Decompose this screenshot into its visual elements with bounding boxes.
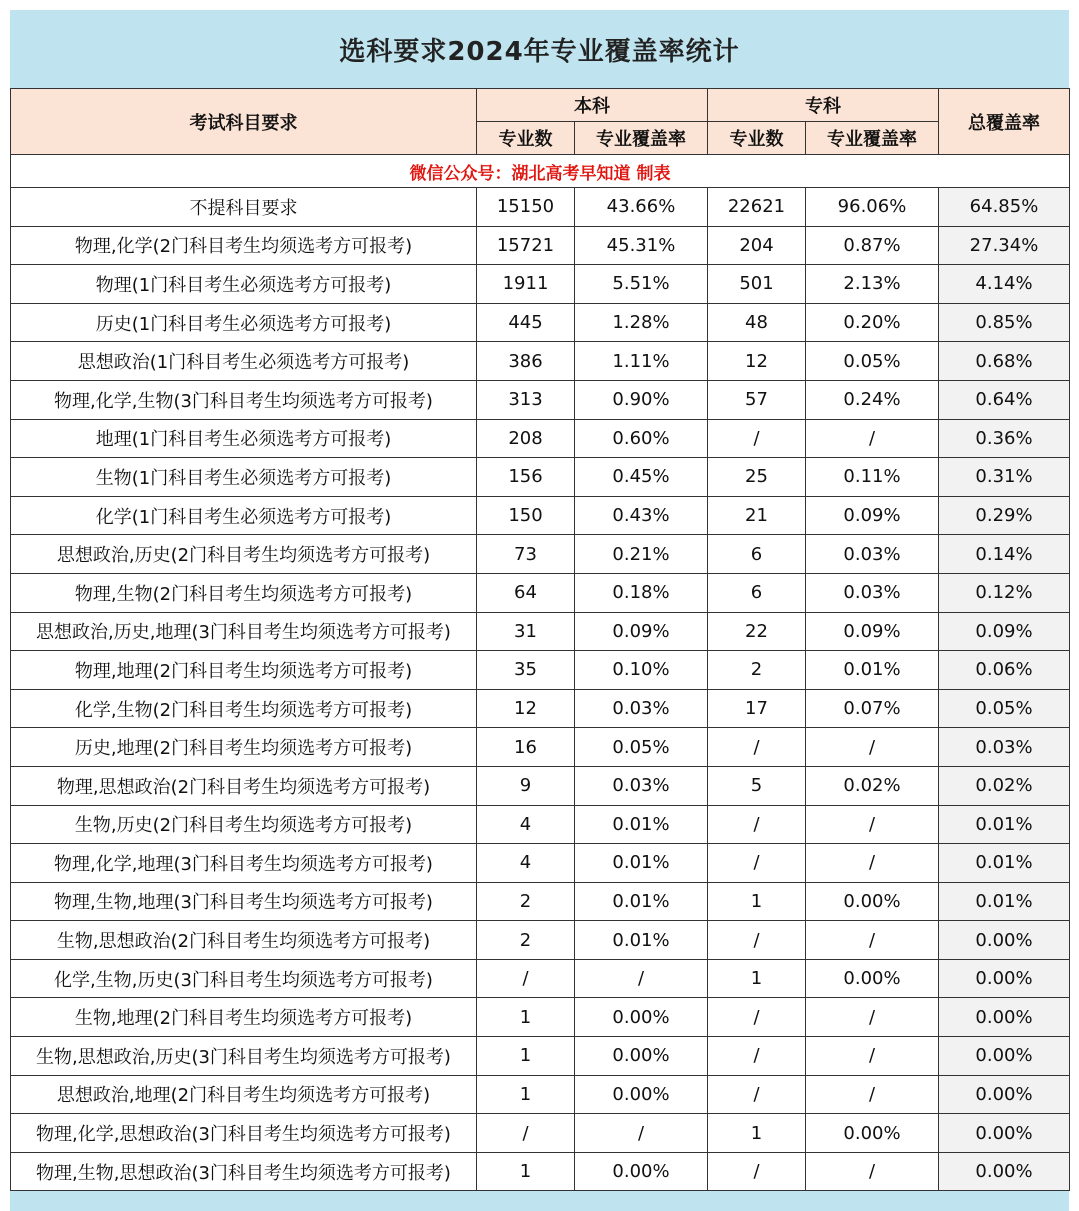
cell-undergrad-count: 150 — [477, 496, 575, 535]
cell-undergrad-count: 31 — [477, 612, 575, 651]
cell-undergrad-rate: 0.01% — [575, 805, 708, 844]
table-row — [11, 419, 1070, 458]
table-row — [11, 728, 1070, 767]
cell-requirement: 物理,思想政治(2门科目考生均须选考方可报考) — [11, 766, 477, 805]
cell-total-rate: 0.68% — [939, 342, 1070, 381]
cell-total-rate: 0.00% — [939, 1114, 1070, 1153]
cell-undergrad-rate: 0.00% — [575, 1075, 708, 1114]
cell-requirement: 化学,生物,历史(3门科目考生均须选考方可报考) — [11, 959, 477, 998]
table-body — [11, 188, 1070, 1191]
coverage-table — [10, 88, 1070, 1191]
cell-undergrad-count: 2 — [477, 921, 575, 960]
cell-undergrad-rate: 0.21% — [575, 535, 708, 574]
cell-vocational-rate: / — [806, 805, 939, 844]
cell-vocational-rate: 2.13% — [806, 265, 939, 304]
cell-undergrad-count: 1 — [477, 1075, 575, 1114]
cell-undergrad-rate: 0.00% — [575, 998, 708, 1037]
cell-vocational-rate: / — [806, 1152, 939, 1191]
cell-undergrad-rate: 0.60% — [575, 419, 708, 458]
cell-undergrad-count: 35 — [477, 651, 575, 690]
cell-vocational-count: 5 — [708, 766, 806, 805]
cell-undergrad-rate: 0.18% — [575, 573, 708, 612]
table-row — [11, 651, 1070, 690]
cell-requirement: 物理,化学,地理(3门科目考生均须选考方可报考) — [11, 844, 477, 883]
table-row — [11, 303, 1070, 342]
cell-total-rate: 4.14% — [939, 265, 1070, 304]
cell-vocational-rate: 0.00% — [806, 882, 939, 921]
cell-vocational-count: / — [708, 1075, 806, 1114]
cell-undergrad-rate: 0.45% — [575, 458, 708, 497]
cell-vocational-rate: 0.01% — [806, 651, 939, 690]
cell-vocational-count: / — [708, 921, 806, 960]
table-row — [11, 766, 1070, 805]
cell-total-rate: 0.00% — [939, 998, 1070, 1037]
cell-undergrad-count: 208 — [477, 419, 575, 458]
cell-vocational-rate: 0.24% — [806, 380, 939, 419]
cell-undergrad-count: 1 — [477, 1037, 575, 1076]
cell-total-rate: 0.29% — [939, 496, 1070, 535]
header-vc-count: 专业数 — [708, 122, 806, 155]
header-ug-rate: 专业覆盖率 — [575, 122, 708, 155]
table-row — [11, 458, 1070, 497]
cell-undergrad-rate: / — [575, 959, 708, 998]
bottom-band — [10, 1193, 1069, 1211]
table-frame — [10, 10, 1069, 1211]
cell-total-rate: 0.02% — [939, 766, 1070, 805]
cell-undergrad-rate: 43.66% — [575, 188, 708, 227]
cell-total-rate: 0.14% — [939, 535, 1070, 574]
cell-requirement: 物理,生物,地理(3门科目考生均须选考方可报考) — [11, 882, 477, 921]
cell-vocational-count: 2 — [708, 651, 806, 690]
cell-vocational-count: 12 — [708, 342, 806, 381]
table-row — [11, 689, 1070, 728]
cell-vocational-rate: / — [806, 1075, 939, 1114]
header-ug-count: 专业数 — [477, 122, 575, 155]
cell-total-rate: 0.31% — [939, 458, 1070, 497]
cell-vocational-count: 1 — [708, 882, 806, 921]
cell-undergrad-rate: 1.11% — [575, 342, 708, 381]
cell-vocational-count: 25 — [708, 458, 806, 497]
header-undergrad: 本科 — [477, 89, 708, 122]
cell-total-rate: 0.36% — [939, 419, 1070, 458]
cell-requirement: 不提科目要求 — [11, 188, 477, 227]
cell-vocational-count: 22621 — [708, 188, 806, 227]
cell-undergrad-rate: 0.10% — [575, 651, 708, 690]
cell-vocational-count: / — [708, 1152, 806, 1191]
cell-requirement: 生物,思想政治,历史(3门科目考生均须选考方可报考) — [11, 1037, 477, 1076]
table-row — [11, 342, 1070, 381]
cell-vocational-rate: 0.09% — [806, 496, 939, 535]
cell-requirement: 生物,历史(2门科目考生均须选考方可报考) — [11, 805, 477, 844]
cell-total-rate: 0.03% — [939, 728, 1070, 767]
cell-undergrad-count: 1 — [477, 1152, 575, 1191]
cell-vocational-rate: 96.06% — [806, 188, 939, 227]
cell-total-rate: 0.09% — [939, 612, 1070, 651]
cell-total-rate: 0.00% — [939, 1075, 1070, 1114]
cell-total-rate: 0.00% — [939, 959, 1070, 998]
cell-vocational-rate: 0.03% — [806, 573, 939, 612]
cell-undergrad-count: 12 — [477, 689, 575, 728]
table-row — [11, 380, 1070, 419]
cell-vocational-rate: 0.02% — [806, 766, 939, 805]
cell-total-rate: 0.64% — [939, 380, 1070, 419]
cell-total-rate: 0.00% — [939, 1037, 1070, 1076]
cell-undergrad-rate: 0.43% — [575, 496, 708, 535]
cell-total-rate: 0.00% — [939, 921, 1070, 960]
table-row — [11, 265, 1070, 304]
cell-vocational-count: / — [708, 844, 806, 883]
cell-vocational-count: 21 — [708, 496, 806, 535]
cell-total-rate: 0.85% — [939, 303, 1070, 342]
table-row — [11, 612, 1070, 651]
cell-requirement: 历史,地理(2门科目考生均须选考方可报考) — [11, 728, 477, 767]
cell-total-rate: 27.34% — [939, 226, 1070, 265]
cell-requirement: 历史(1门科目考生必须选考方可报考) — [11, 303, 477, 342]
cell-undergrad-rate: 0.05% — [575, 728, 708, 767]
table-row — [11, 921, 1070, 960]
cell-vocational-count: / — [708, 805, 806, 844]
cell-undergrad-count: / — [477, 959, 575, 998]
cell-vocational-rate: 0.20% — [806, 303, 939, 342]
table-row — [11, 535, 1070, 574]
table-row — [11, 573, 1070, 612]
header-requirement: 考试科目要求 — [11, 89, 477, 155]
cell-requirement: 思想政治,历史(2门科目考生均须选考方可报考) — [11, 535, 477, 574]
cell-undergrad-rate: / — [575, 1114, 708, 1153]
cell-vocational-rate: 0.03% — [806, 535, 939, 574]
table-row — [11, 226, 1070, 265]
cell-vocational-count: 17 — [708, 689, 806, 728]
page-title: 选科要求2024年专业覆盖率统计 — [339, 36, 740, 67]
cell-undergrad-rate: 0.00% — [575, 1152, 708, 1191]
cell-requirement: 物理,生物(2门科目考生均须选考方可报考) — [11, 573, 477, 612]
cell-undergrad-count: 64 — [477, 573, 575, 612]
table-row — [11, 805, 1070, 844]
cell-vocational-rate: / — [806, 921, 939, 960]
cell-vocational-rate: / — [806, 844, 939, 883]
cell-vocational-count: 57 — [708, 380, 806, 419]
header-row-1 — [11, 89, 1070, 122]
header-total: 总覆盖率 — [939, 89, 1070, 155]
table-row — [11, 1037, 1070, 1076]
table-row — [11, 1152, 1070, 1191]
cell-requirement: 生物,思想政治(2门科目考生均须选考方可报考) — [11, 921, 477, 960]
cell-vocational-count: 22 — [708, 612, 806, 651]
cell-total-rate: 64.85% — [939, 188, 1070, 227]
cell-vocational-count: / — [708, 728, 806, 767]
cell-undergrad-count: 16 — [477, 728, 575, 767]
header-vocational: 专科 — [708, 89, 939, 122]
cell-requirement: 物理,生物,思想政治(3门科目考生均须选考方可报考) — [11, 1152, 477, 1191]
cell-vocational-rate: 0.00% — [806, 1114, 939, 1153]
cell-total-rate: 0.12% — [939, 573, 1070, 612]
cell-vocational-rate: / — [806, 728, 939, 767]
cell-undergrad-count: 4 — [477, 805, 575, 844]
table-row — [11, 882, 1070, 921]
cell-undergrad-count: 15721 — [477, 226, 575, 265]
cell-requirement: 地理(1门科目考生必须选考方可报考) — [11, 419, 477, 458]
cell-vocational-rate: / — [806, 419, 939, 458]
cell-requirement: 生物(1门科目考生必须选考方可报考) — [11, 458, 477, 497]
cell-undergrad-rate: 45.31% — [575, 226, 708, 265]
table-row — [11, 844, 1070, 883]
cell-vocational-rate: 0.11% — [806, 458, 939, 497]
cell-undergrad-rate: 0.00% — [575, 1037, 708, 1076]
cell-undergrad-rate: 0.01% — [575, 844, 708, 883]
cell-vocational-count: / — [708, 1037, 806, 1076]
header-vc-rate: 专业覆盖率 — [806, 122, 939, 155]
cell-requirement: 物理,化学,生物(3门科目考生均须选考方可报考) — [11, 380, 477, 419]
cell-vocational-count: 501 — [708, 265, 806, 304]
cell-vocational-rate: 0.07% — [806, 689, 939, 728]
cell-undergrad-count: 156 — [477, 458, 575, 497]
cell-undergrad-count: 1911 — [477, 265, 575, 304]
cell-undergrad-count: 386 — [477, 342, 575, 381]
table-row — [11, 188, 1070, 227]
cell-vocational-rate: 0.05% — [806, 342, 939, 381]
cell-undergrad-rate: 5.51% — [575, 265, 708, 304]
cell-undergrad-rate: 0.90% — [575, 380, 708, 419]
table-row — [11, 496, 1070, 535]
cell-requirement: 化学,生物(2门科目考生均须选考方可报考) — [11, 689, 477, 728]
cell-undergrad-count: 445 — [477, 303, 575, 342]
cell-vocational-count: / — [708, 998, 806, 1037]
cell-vocational-count: 6 — [708, 573, 806, 612]
table-row — [11, 1075, 1070, 1114]
table-row — [11, 998, 1070, 1037]
cell-undergrad-rate: 0.03% — [575, 689, 708, 728]
cell-total-rate: 0.06% — [939, 651, 1070, 690]
cell-requirement: 物理(1门科目考生必须选考方可报考) — [11, 265, 477, 304]
cell-total-rate: 0.05% — [939, 689, 1070, 728]
cell-vocational-rate: 0.09% — [806, 612, 939, 651]
cell-undergrad-rate: 0.03% — [575, 766, 708, 805]
cell-vocational-rate: 0.87% — [806, 226, 939, 265]
cell-requirement: 思想政治,历史,地理(3门科目考生均须选考方可报考) — [11, 612, 477, 651]
source-note: 微信公众号：湖北高考早知道 制表 — [11, 155, 1070, 188]
cell-requirement: 思想政治(1门科目考生必须选考方可报考) — [11, 342, 477, 381]
cell-vocational-rate: / — [806, 998, 939, 1037]
cell-total-rate: 0.01% — [939, 844, 1070, 883]
cell-requirement: 思想政治,地理(2门科目考生均须选考方可报考) — [11, 1075, 477, 1114]
cell-vocational-count: 1 — [708, 1114, 806, 1153]
cell-vocational-count: 6 — [708, 535, 806, 574]
cell-undergrad-count: 73 — [477, 535, 575, 574]
cell-total-rate: 0.00% — [939, 1152, 1070, 1191]
cell-vocational-count: 204 — [708, 226, 806, 265]
cell-requirement: 物理,地理(2门科目考生均须选考方可报考) — [11, 651, 477, 690]
cell-undergrad-count: 4 — [477, 844, 575, 883]
cell-undergrad-rate: 0.09% — [575, 612, 708, 651]
cell-vocational-count: / — [708, 419, 806, 458]
cell-requirement: 化学(1门科目考生必须选考方可报考) — [11, 496, 477, 535]
cell-undergrad-rate: 0.01% — [575, 882, 708, 921]
cell-undergrad-count: 1 — [477, 998, 575, 1037]
cell-undergrad-count: / — [477, 1114, 575, 1153]
table-row — [11, 1114, 1070, 1153]
cell-undergrad-rate: 1.28% — [575, 303, 708, 342]
cell-undergrad-count: 15150 — [477, 188, 575, 227]
cell-undergrad-count: 2 — [477, 882, 575, 921]
cell-total-rate: 0.01% — [939, 882, 1070, 921]
cell-requirement: 物理,化学,思想政治(3门科目考生均须选考方可报考) — [11, 1114, 477, 1153]
cell-undergrad-rate: 0.01% — [575, 921, 708, 960]
cell-total-rate: 0.01% — [939, 805, 1070, 844]
cell-undergrad-count: 9 — [477, 766, 575, 805]
cell-vocational-rate: / — [806, 1037, 939, 1076]
cell-requirement: 生物,地理(2门科目考生均须选考方可报考) — [11, 998, 477, 1037]
cell-vocational-count: 48 — [708, 303, 806, 342]
table-row — [11, 959, 1070, 998]
cell-undergrad-count: 313 — [477, 380, 575, 419]
cell-requirement: 物理,化学(2门科目考生均须选考方可报考) — [11, 226, 477, 265]
cell-vocational-rate: 0.00% — [806, 959, 939, 998]
cell-vocational-count: 1 — [708, 959, 806, 998]
note-row — [11, 155, 1070, 188]
